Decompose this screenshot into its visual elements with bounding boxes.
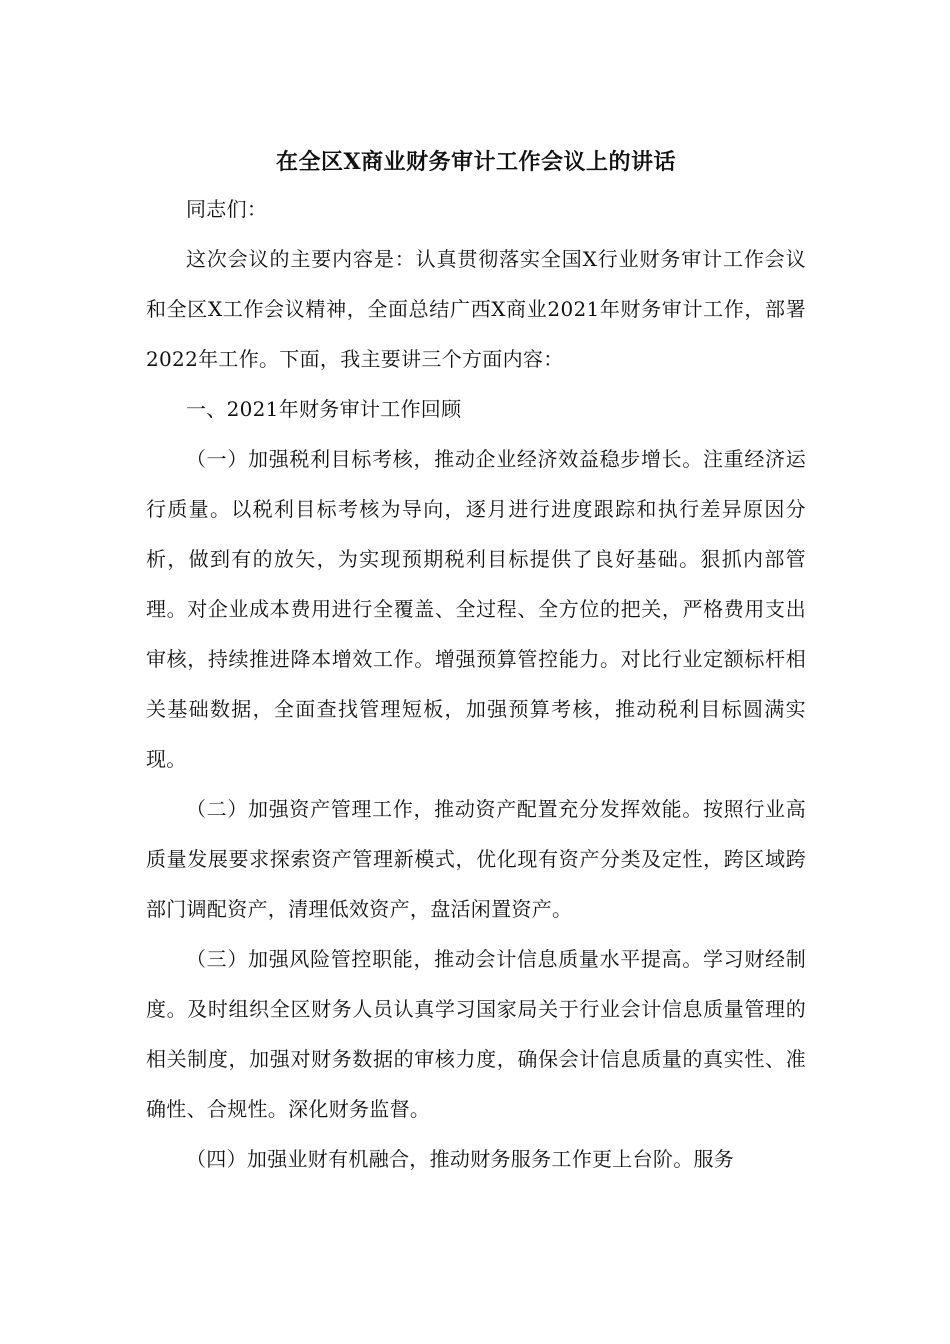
document-page xyxy=(146,140,806,1184)
paragraph-item-3: （三）加强风险管控职能，推动会计信息质量水平提高。学习财经制度。及时组织全区财务人员认真学习国家局关于行业会计信息质量管理的相关制度，加强对财务数据的审核力度，确保会计信息质量的真实性、准确性、合规性。深化财务监督。 xyxy=(146,947,806,1121)
paragraph-item-4: （四）加强业财有机融合，推动财务服务工作更上台阶。服务 xyxy=(186,1147,735,1171)
section-heading-1: 一、2021年财务审计工作回顾 xyxy=(186,397,462,421)
paragraph-item-1: （一）加强税利目标考核，推动企业经济效益稳步增长。注重经济运行质量。以税利目标考核为导向，逐月进行进度跟踪和执行差异原因分析，做到有的放矢，为实现预期税利目标提供了良好基础。狠抓内部管理。对企业成本费用进行全覆盖、全过程、全方位的把关，严格费用支出审核，持续推进降本增效工作。增强预算管控能力。对比行业定额标杆相关基础数据，全面查找管理短板，加强预算考核，推动税利目标圆满实现。 xyxy=(146,447,806,771)
salutation: 同志们： xyxy=(186,197,268,221)
document-title: 在全区X商业财务审计工作会议上的讲话 xyxy=(275,149,677,175)
paragraph-item-2: （二）加强资产管理工作，推动资产配置充分发挥效能。按照行业高质量发展要求探索资产管理新模式，优化现有资产分类及定性，跨区域跨部门调配资产，清理低效资产，盘活闲置资产。 xyxy=(146,797,806,921)
document-body xyxy=(146,184,806,1184)
intro-paragraph: 这次会议的主要内容是：认真贯彻落实全国X行业财务审计工作会议和全区X工作会议精神，全面总结广西X商业2021年财务审计工作，部署2022年工作。下面，我主要讲三个方面内容： xyxy=(146,247,806,371)
